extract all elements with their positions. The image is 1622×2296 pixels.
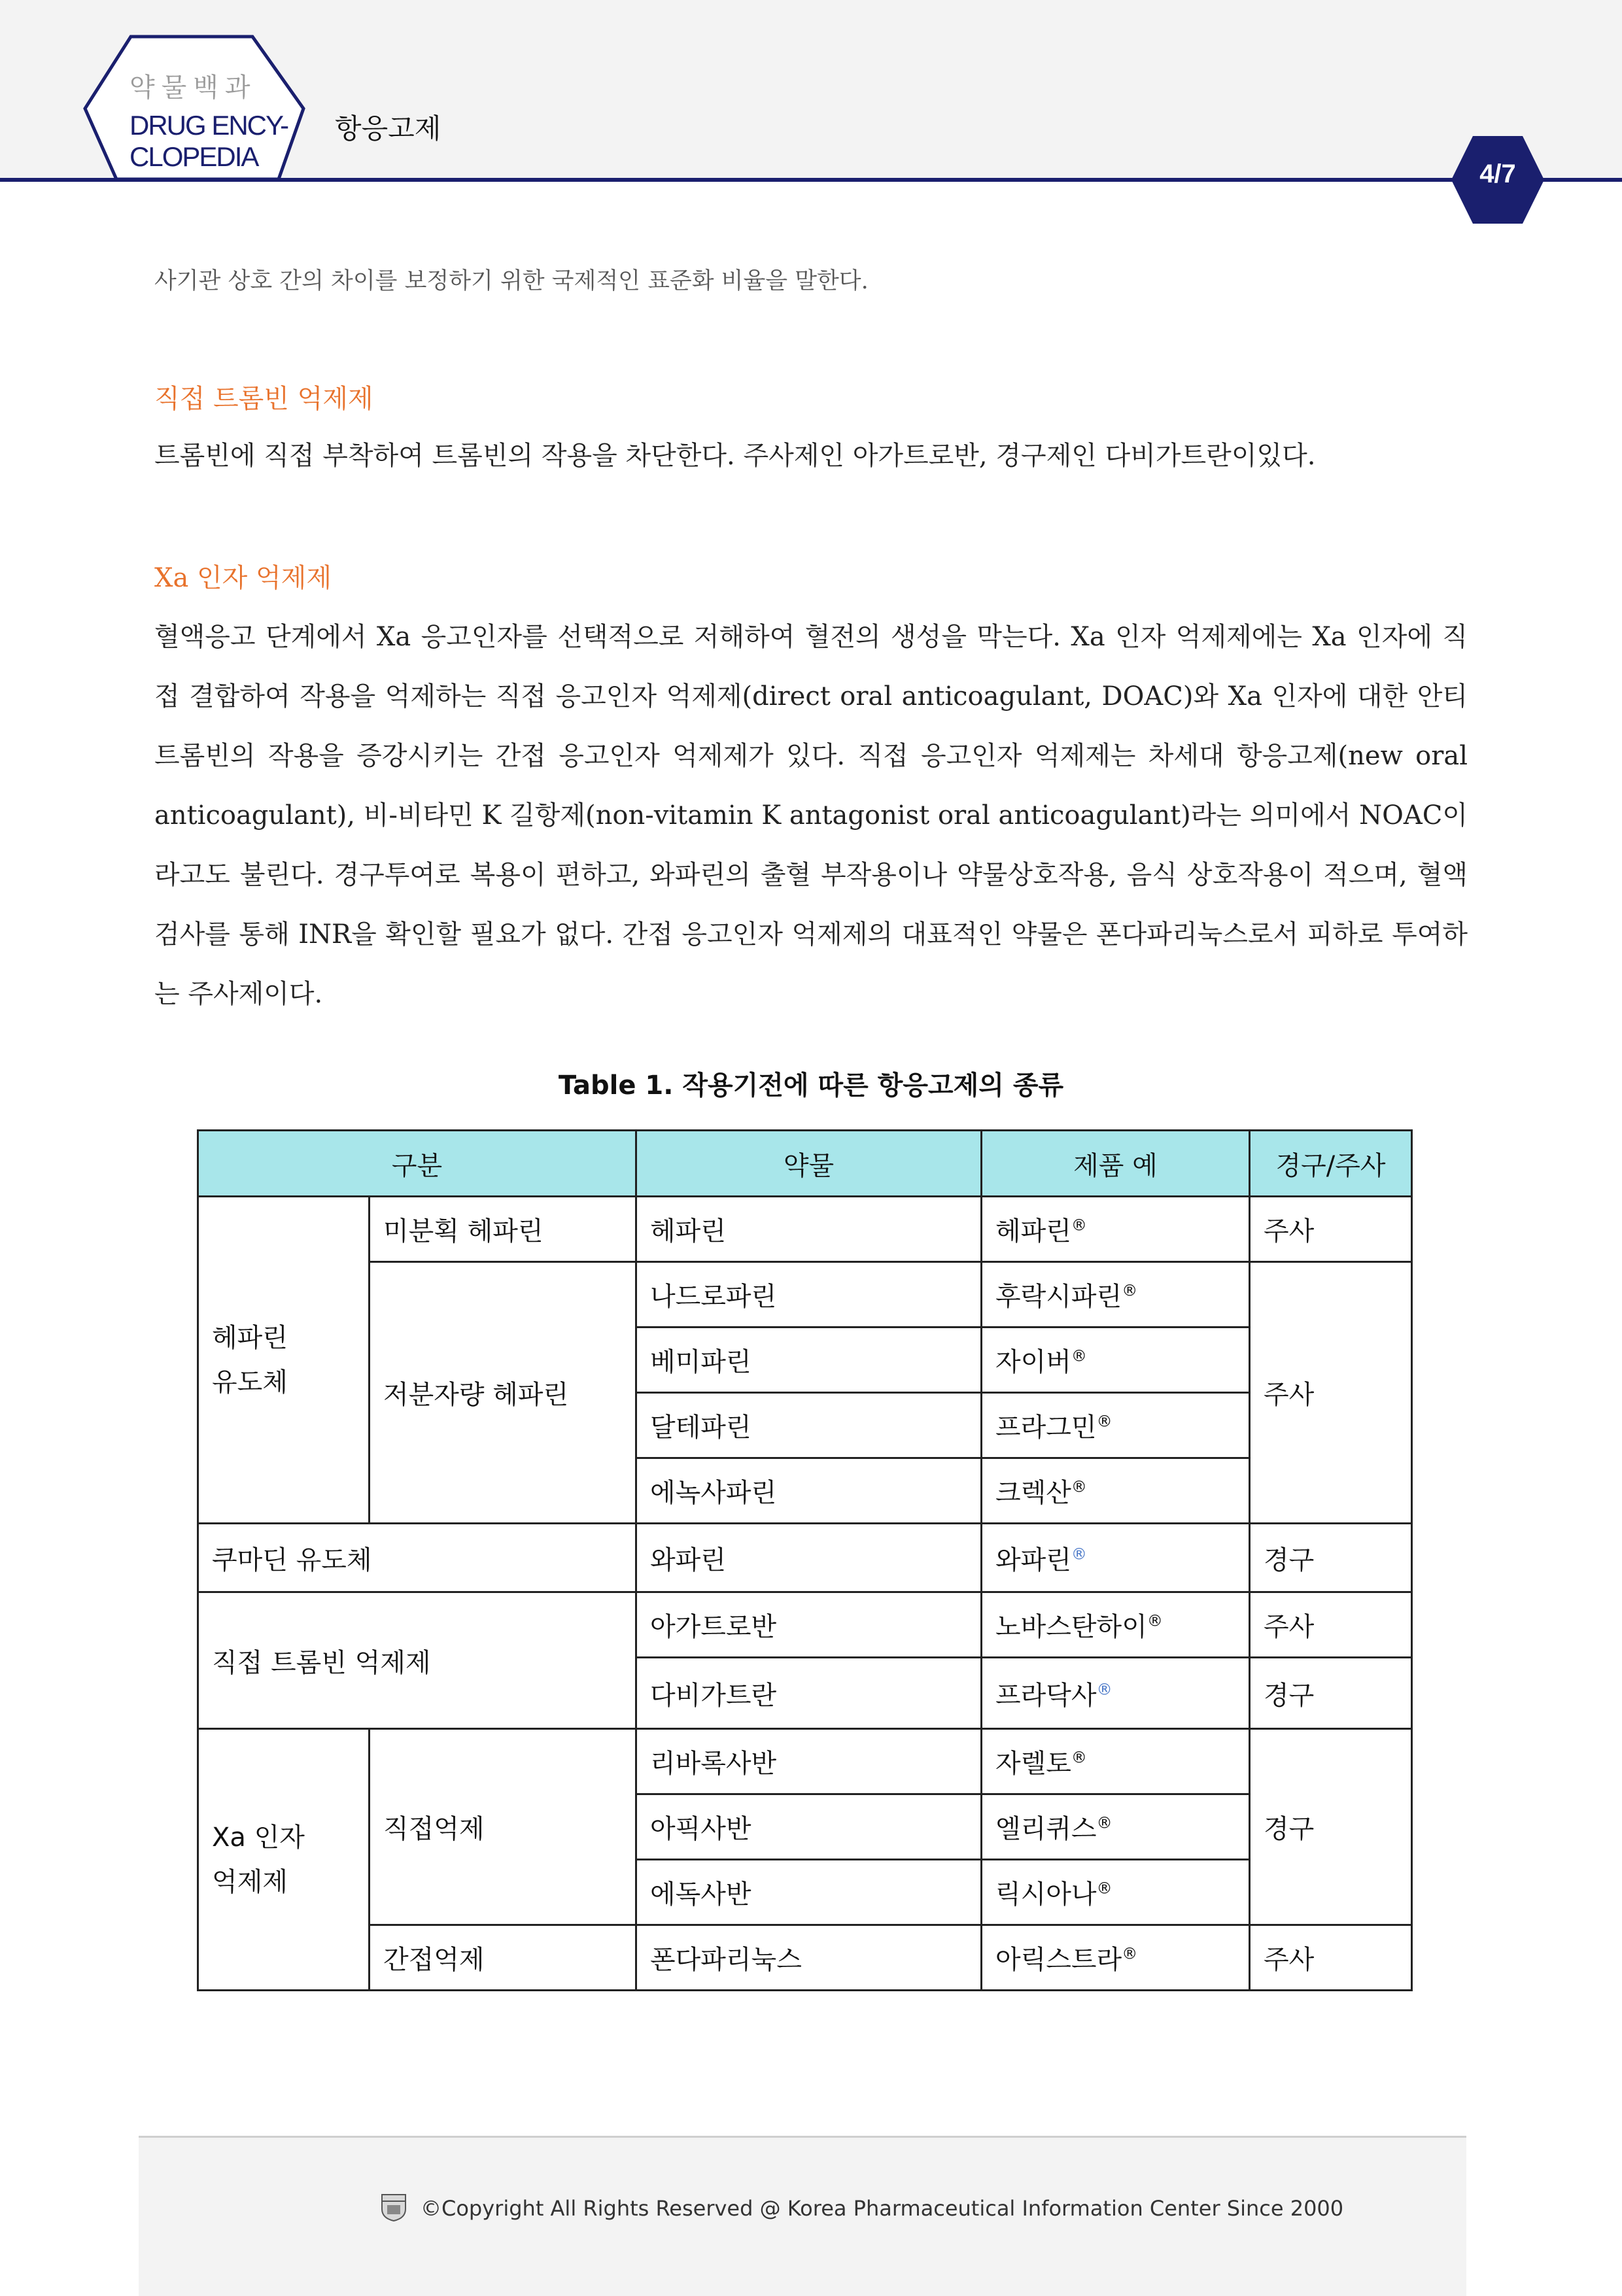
route-cell: 주사: [1250, 1197, 1412, 1262]
product-cell: 엘리퀴스®: [982, 1794, 1250, 1860]
table-row: [198, 1524, 1412, 1592]
product-cell: 크렉산®: [982, 1458, 1250, 1524]
footer-copyright: ©Copyright All Rights Reserved @ Korea Pharmaceutical Information Center Since 2000: [421, 2196, 1344, 2221]
product-cell: 자이버®: [982, 1328, 1250, 1393]
table-row: [198, 1197, 1412, 1262]
group-xa: Xa 인자 억제제: [198, 1729, 370, 1991]
product-cell: 자렐토®: [982, 1729, 1250, 1794]
table-row: [198, 1592, 1412, 1658]
table-caption: Table 1. 작용기전에 따른 항응고제의 종류: [558, 1071, 1064, 1101]
logo-english-text: DRUG ENCY- CLOPEDIA: [129, 110, 288, 172]
page-indicator: 4/7: [1479, 160, 1516, 188]
table-header-row: [198, 1131, 1412, 1197]
header-category-col: 구분: [198, 1131, 636, 1197]
product-cell: 아릭스트라®: [982, 1925, 1250, 1991]
product-cell: 후락시파린®: [982, 1262, 1250, 1328]
org-emblem-icon: [379, 2192, 408, 2222]
drug-cell: 나드로파린: [636, 1262, 982, 1328]
subgroup-ufh: 미분획 헤파린: [370, 1197, 636, 1262]
subgroup-lmwh: 저분자량 헤파린: [370, 1262, 636, 1524]
product-cell: 노바스탄하이®: [982, 1592, 1250, 1658]
route-cell: 경구: [1250, 1524, 1412, 1592]
logo-korean-text: 약물백과: [129, 73, 257, 103]
section-heading-xa: Xa 인자 억제제: [154, 563, 332, 593]
drug-cell: 베미파린: [636, 1328, 982, 1393]
drug-cell: 아가트로반: [636, 1592, 982, 1658]
route-cell: 경구: [1250, 1658, 1412, 1729]
subgroup-direct: 직접억제: [370, 1729, 636, 1925]
section-body-xa: 혈액응고 단계에서 Xa 응고인자를 선택적으로 저해하여 혈전의 생성을 막는다. Xa 인자 억제제에는 Xa 인자에 직접 결합하여 작용을 억제하는 직접 응고인자 억제제(direct oral anticoagulant, DOAC)와 Xa 인자에 대한 안티트롬빈의 작용을 증강시키는 간접 응고인자 억제제가 있다. 직접 응고인자 억제제는 차세대 항응고제(new oral anticoagulant), 비-비타민 K 길항제(non-vitamin K antagonist oral anticoagulant)라는 의미에서 NOAC이라고도 불린다. 경구투여로 복용이 편하고, 와파린의 출혈 부작용이나 약물상호작용, 음식 상호작용이 적으며, 혈액검사를 통해 INR을 확인할 필요가 없다. 간접 응고인자 억제제의 대표적인 약물은 폰다파리눅스로서 피하로 투여하는 주사제이다.: [154, 622, 1468, 1009]
subgroup-indirect: 간접억제: [370, 1925, 636, 1991]
product-cell: 와파린®: [982, 1524, 1250, 1592]
route-cell: 경구: [1250, 1729, 1412, 1925]
drug-cell: 리바록사반: [636, 1729, 982, 1794]
group-dti: 직접 트롬빈 억제제: [198, 1592, 636, 1729]
route-cell: 주사: [1250, 1925, 1412, 1991]
header-category: 항응고제: [335, 112, 441, 145]
drug-cell: 아픽사반: [636, 1794, 982, 1860]
table-row: [198, 1925, 1412, 1991]
route-cell: 주사: [1250, 1592, 1412, 1658]
section-body-dti: 트롬빈에 직접 부착하여 트롬빈의 작용을 차단한다. 주사제인 아가트로반, 경구제인 다비가트란이있다.: [154, 441, 1316, 471]
table-row: [198, 1729, 1412, 1794]
header-product-col: 제품 예: [982, 1131, 1250, 1197]
group-heparin: 헤파린 유도체: [198, 1197, 370, 1524]
section-heading-dti: 직접 트롬빈 억제제: [154, 384, 373, 414]
group-coumarin: 쿠마딘 유도체: [198, 1524, 636, 1592]
product-cell: 프라그민®: [982, 1393, 1250, 1458]
drug-cell: 에녹사파린: [636, 1458, 982, 1524]
drug-cell: 와파린: [636, 1524, 982, 1592]
intro-line: 사기관 상호 간의 차이를 보정하기 위한 국제적인 표준화 비율을 말한다.: [154, 268, 869, 294]
drug-cell: 헤파린: [636, 1197, 982, 1262]
header-drug-col: 약물: [636, 1131, 982, 1197]
drug-cell: 폰다파리눅스: [636, 1925, 982, 1991]
drug-cell: 다비가트란: [636, 1658, 982, 1729]
anticoagulant-table: [197, 1129, 1413, 1991]
drug-cell: 달테파린: [636, 1393, 982, 1458]
product-cell: 헤파린®: [982, 1197, 1250, 1262]
table-row: [198, 1262, 1412, 1328]
product-cell: 프라닥사®: [982, 1658, 1250, 1729]
product-cell: 릭시아나®: [982, 1860, 1250, 1925]
route-cell: 주사: [1250, 1262, 1412, 1524]
header-route-col: 경구/주사: [1250, 1131, 1412, 1197]
drug-cell: 에독사반: [636, 1860, 982, 1925]
